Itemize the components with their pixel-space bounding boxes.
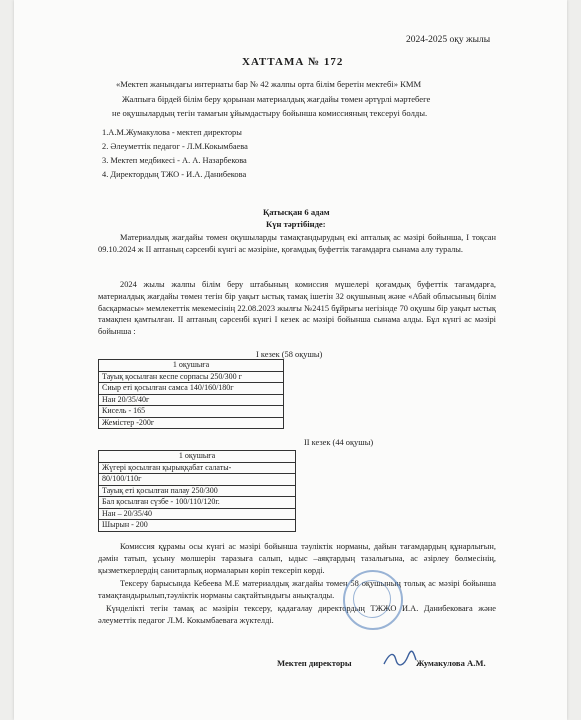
conclusion-paragraph-3: Күнделікті тегін тамақ ас мәзірін тексеру, қадағалау директордың ТЖЖО И.А. Данибековаға және әлеуметтік педагог Л.М. Кокымбаеваға жүктелді. bbox=[98, 604, 496, 625]
document-page bbox=[14, 0, 567, 720]
shift1-row: Нан 20/35/40г bbox=[99, 394, 284, 406]
signature-label: Мектеп директоры bbox=[277, 658, 352, 668]
academic-year: 2024-2025 оқу жылы bbox=[406, 35, 491, 45]
subtitle-line-1: «Мектеп жанындағы интернаты бар № 42 жалпы орта білім беретін мектебі» КММ bbox=[116, 79, 422, 89]
member-1: 1.А.М.Жумакулова - мектеп директоры bbox=[102, 128, 242, 137]
agenda-title: Күн тәртібінде: bbox=[266, 219, 326, 229]
member-3: 3. Мектеп медбикесі - А. А. Назарбекова bbox=[102, 156, 247, 165]
shift2-row: Шырын - 200 bbox=[99, 520, 296, 532]
shift2-row: Бал қосылған сүзбе - 100/110/120г. bbox=[99, 497, 296, 509]
official-stamp-icon bbox=[343, 570, 403, 630]
shift2-row: Тауық еті қосылған палау 250/300 bbox=[99, 485, 296, 497]
shift2-header: 1 оқушыға bbox=[99, 451, 296, 463]
shift2-row: Жүгері қосылған қырыққабат салаты- bbox=[99, 462, 296, 474]
shift1-caption: I кезек (58 оқушы) bbox=[256, 350, 323, 359]
shift1-row: Кисель - 165 bbox=[99, 406, 284, 418]
shift2-row: Нан – 20/35/40 bbox=[99, 508, 296, 520]
conclusion-paragraph-1: Комиссия құрамы осы күнгі ас мәзірі бойынша тәуліктік норманы, дайын тағамдардың құнарлығын, дәмін татып, ұсыну мөлшерін таразыға салып, ыдыс –аяқтардың тазалығына, ас әзірлеу бөлмесінің, қызметкерлердің санитарлық нормаларын көріп тексеріп көрді. bbox=[98, 542, 496, 575]
shift1-row: Сиыр еті қосылған самса 140/160/180г bbox=[99, 383, 284, 395]
signature-name: Жумакулова А.М. bbox=[416, 658, 486, 668]
conclusion-paragraph-2: Тексеру барысында Кебеева М.Е материалдық жағдайы төмен 58 оқушының толық ас мәзірі бойынша тамақтандырылып,тәуліктік норманы сақтайтындығы анықталды. bbox=[98, 579, 496, 600]
member-2: 2. Әлеуметтік педагог - Л.М.Кокымбаева bbox=[102, 142, 248, 151]
attendance-count: Қатысқан 6 адам bbox=[263, 207, 330, 217]
body-paragraph: 2024 жылы жалпы білім беру штабының комиссия мүшелері қоғамдық буфеттік тағамдарға, материалдық жағдайы төмен тегін бір уақыт ыстық тамақ ішетін 32 оқушының және «Абай облысының білім басқармасы» мемлекеттік мекемесінің 22.08.2023 жылғы №2415 бұйрығы негізінде 70 оқушы бір уақыт ыстық тамақпен қамтылған. II аптаның сәрсенбі күнгі I кезек ас мәзірі бойынша сынама алды. Бұл күнгі ас мәзірі бойынша : bbox=[98, 280, 496, 337]
subtitle-line-2: Жалпыға бірдей білім беру қорынан материалдық жағдайы төмен әртүрлі мәртебеге bbox=[122, 94, 431, 104]
agenda-paragraph: Материалдық жағдайы төмен оқушыларды тамақтандырудың екі апталық ас мәзірі бойынша, I тоқсан 09.10.2024 ж II аптаның сәрсенбі күнгі ас мәзіріне, қоғамдық буфеттік тағамдарға сынама алу туралы. bbox=[98, 233, 496, 254]
shift2-row: 80/100/110г bbox=[99, 474, 296, 486]
shift1-row: Тауық қосылған кеспе сорпасы 250/300 г bbox=[99, 371, 284, 383]
subtitle-line-3: не оқушылардың тегін тамағын ұйымдастыру бойынша комиссияның тексеруі болды. bbox=[112, 108, 428, 118]
shift2-menu-table bbox=[98, 450, 296, 532]
signature-scribble-icon bbox=[382, 650, 418, 668]
document-title: ХАТТАМА № 172 bbox=[242, 56, 344, 68]
shift2-caption: II кезек (44 оқушы) bbox=[304, 438, 374, 447]
shift1-row: Жемістер -200г bbox=[99, 417, 284, 429]
shift1-header: 1 оқушыға bbox=[99, 360, 284, 372]
shift1-menu-table bbox=[98, 359, 284, 429]
member-4: 4. Директордың ТЖО - И.А. Данибекова bbox=[102, 170, 247, 179]
